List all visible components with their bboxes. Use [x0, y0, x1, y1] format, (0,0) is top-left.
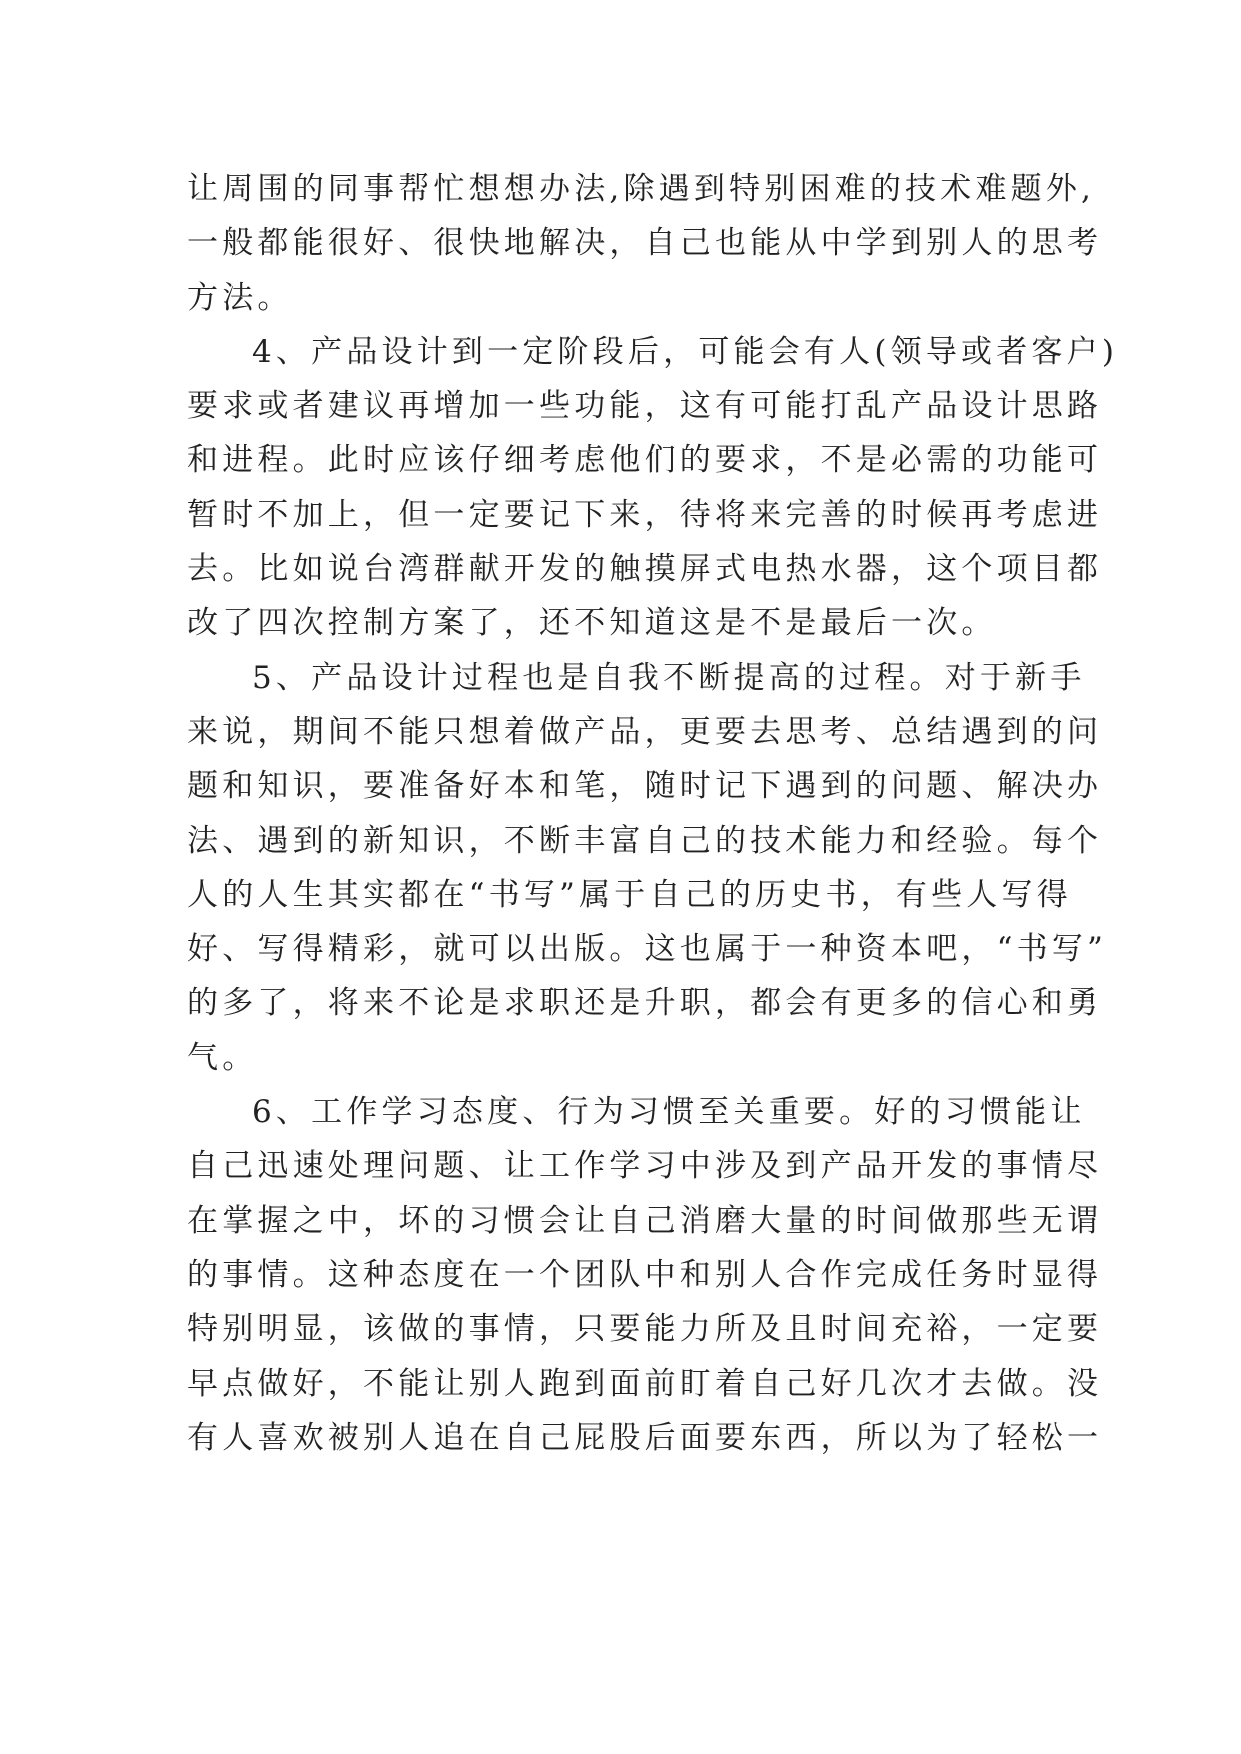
text-line: 的事情。这种态度在一个团队中和别人合作完成任务时显得 [187, 1256, 1103, 1293]
text-line: 去。比如说台湾群献开发的触摸屏式电热水器，这个项目都 [187, 551, 1103, 588]
text-line: 让周围的同事帮忙想想办法,除遇到特别困难的技术难题外, [187, 171, 1096, 207]
paragraph-6-start: 6、工作学习态度、行为习惯至关重要。好的习惯能让 [252, 1094, 1086, 1131]
text-line: 早点做好，不能让别人跑到面前盯着自己好几次才去做。没 [187, 1365, 1103, 1402]
paragraph-5-start: 5、产品设计过程也是自我不断提高的过程。对于新手 [252, 659, 1086, 696]
text-line: 法、遇到的新知识，不断丰富自己的技术能力和经验。每个 [187, 822, 1103, 859]
text-line: 一般都能很好、很快地解决，自己也能从中学到别人的思考 [187, 225, 1103, 262]
text-line: 在掌握之中，坏的习惯会让自己消磨大量的时间做那些无谓 [187, 1202, 1103, 1239]
text-line: 的多了，将来不论是求职还是升职，都会有更多的信心和勇 [187, 985, 1103, 1022]
text-line: 好、写得精彩，就可以出版。这也属于一种资本吧，“书写” [187, 931, 1108, 968]
text-line: 题和知识，要准备好本和笔，随时记下遇到的问题、解决办 [187, 768, 1103, 805]
text-line: 特别明显，该做的事情，只要能力所及且时间充裕，一定要 [187, 1311, 1103, 1348]
text-line: 和进程。此时应该仔细考虑他们的要求，不是必需的功能可 [187, 442, 1103, 479]
text-line: 来说，期间不能只想着做产品，更要去思考、总结遇到的问 [187, 713, 1103, 750]
text-line: 有人喜欢被别人追在自己屁股后面要东西，所以为了轻松一 [187, 1419, 1103, 1456]
body-text [187, 162, 1119, 1465]
text-line: 人的人生其实都在“书写”属于自己的历史书，有些人写得 [187, 876, 1072, 913]
paragraph-4-start: 4、产品设计到一定阶段后，可能会有人(领导或者客户) [252, 333, 1119, 370]
text-line: 自己迅速处理问题、让工作学习中涉及到产品开发的事情尽 [187, 1148, 1103, 1185]
text-line: 暂时不加上，但一定要记下来，待将来完善的时候再考虑进 [187, 496, 1103, 533]
text-line: 要求或者建议再增加一些功能，这有可能打乱产品设计思路 [187, 388, 1103, 425]
text-line: 方法。 [187, 279, 293, 316]
text-line: 气。 [187, 1039, 258, 1076]
text-line: 改了四次控制方案了，还不知道这是不是最后一次。 [187, 605, 997, 642]
